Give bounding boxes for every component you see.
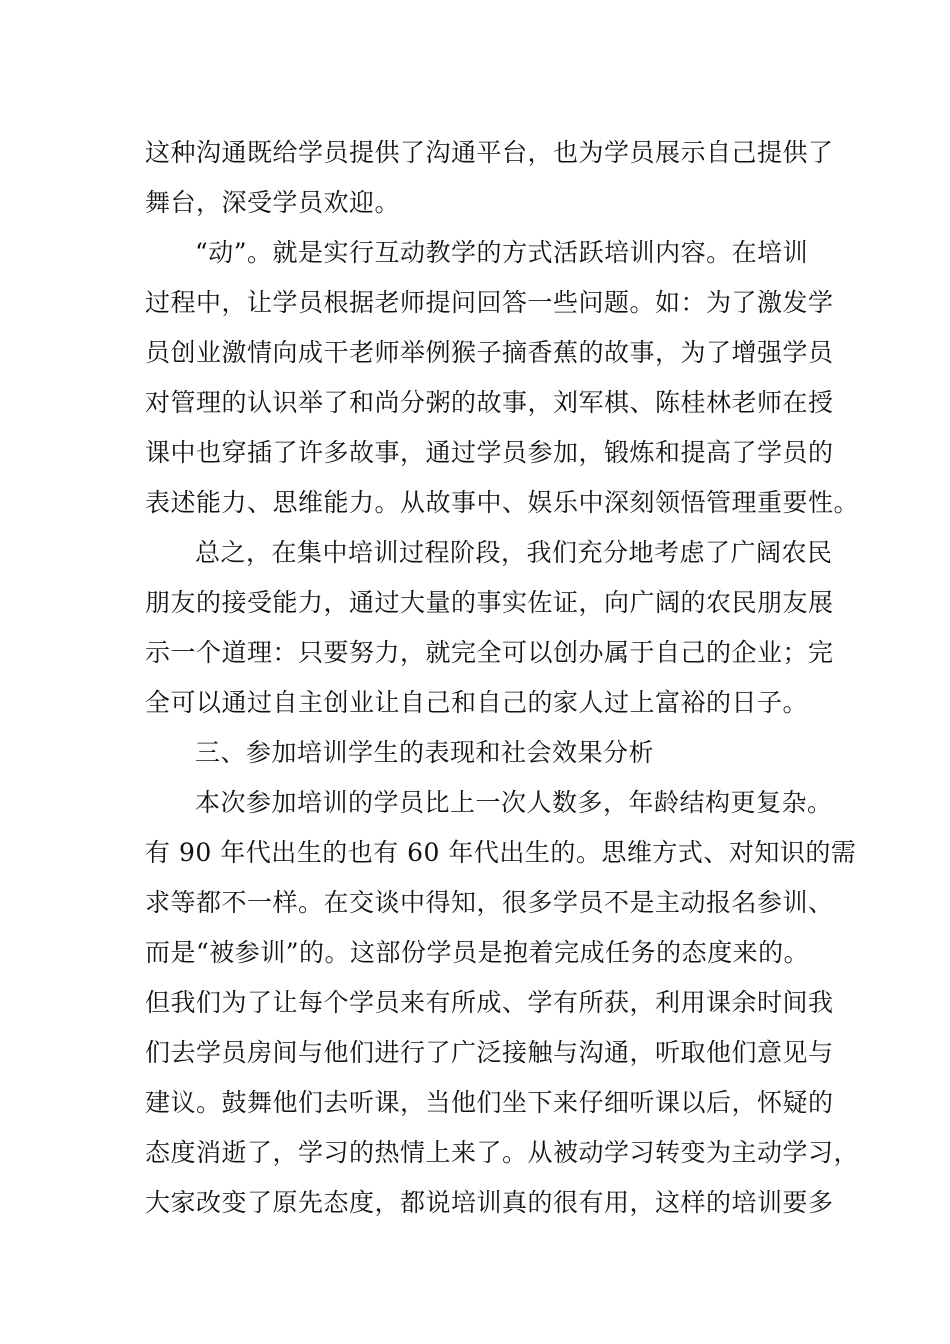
text-line: 示一个道理：只要努力，就完全可以创办属于自己的企业；完 — [145, 638, 834, 667]
text-line: 朋友的接受能力，通过大量的事实佐证，向广阔的农民朋友展 — [145, 588, 834, 617]
text-line-indented: 总之，在集中培训过程阶段，我们充分地考虑了广阔农民 — [195, 538, 833, 567]
text-line: 舞台，深受学员欢迎。 — [145, 188, 401, 217]
text-line: 大家改变了原先态度，都说培训真的很有用，这样的培训要多 — [145, 1188, 834, 1217]
text-line: 而是“被参训”的。这部份学员是抱着完成任务的态度来的。 — [145, 938, 810, 967]
text-line: 过程中，让学员根据老师提问回答一些问题。如：为了激发学 — [145, 288, 834, 317]
text-line: 这种沟通既给学员提供了沟通平台，也为学员展示自己提供了 — [145, 138, 834, 167]
text-line: 但我们为了让每个学员来有所成、学有所获，利用课余时间我 — [145, 988, 834, 1017]
text-line: 们去学员房间与他们进行了广泛接触与沟通，听取他们意见与 — [145, 1038, 834, 1067]
text-line: 全可以通过自主创业让自己和自己的家人过上富裕的日子。 — [145, 688, 809, 717]
text-line: 求等都不一样。在交谈中得知，很多学员不是主动报名参训、 — [145, 888, 834, 917]
text-line: 有 90 年代出生的也有 60 年代出生的。思维方式、对知识的需 — [145, 838, 857, 867]
text-line: 员创业激情向成干老师举例猴子摘香蕉的故事，为了增强学员 — [145, 338, 834, 367]
text-line: 课中也穿插了许多故事，通过学员参加，锻炼和提高了学员的 — [145, 438, 834, 467]
text-line: 态度消逝了，学习的热情上来了。从被动学习转变为主动学习， — [145, 1138, 860, 1167]
text-line-indented: 本次参加培训的学员比上一次人数多，年龄结构更复杂。 — [195, 788, 833, 817]
section-heading: 三、参加培训学生的表现和社会效果分析 — [195, 738, 655, 767]
text-line: 对管理的认识举了和尚分粥的故事，刘军棋、陈桂林老师在授 — [145, 388, 834, 417]
text-line-indented: “动”。就是实行互动教学的方式活跃培训内容。在培训 — [195, 238, 809, 267]
document-body — [145, 128, 860, 1228]
text-line: 建议。鼓舞他们去听课，当他们坐下来仔细听课以后，怀疑的 — [145, 1088, 834, 1117]
text-line: 表述能力、思维能力。从故事中、娱乐中深刻领悟管理重要性。 — [145, 488, 860, 517]
